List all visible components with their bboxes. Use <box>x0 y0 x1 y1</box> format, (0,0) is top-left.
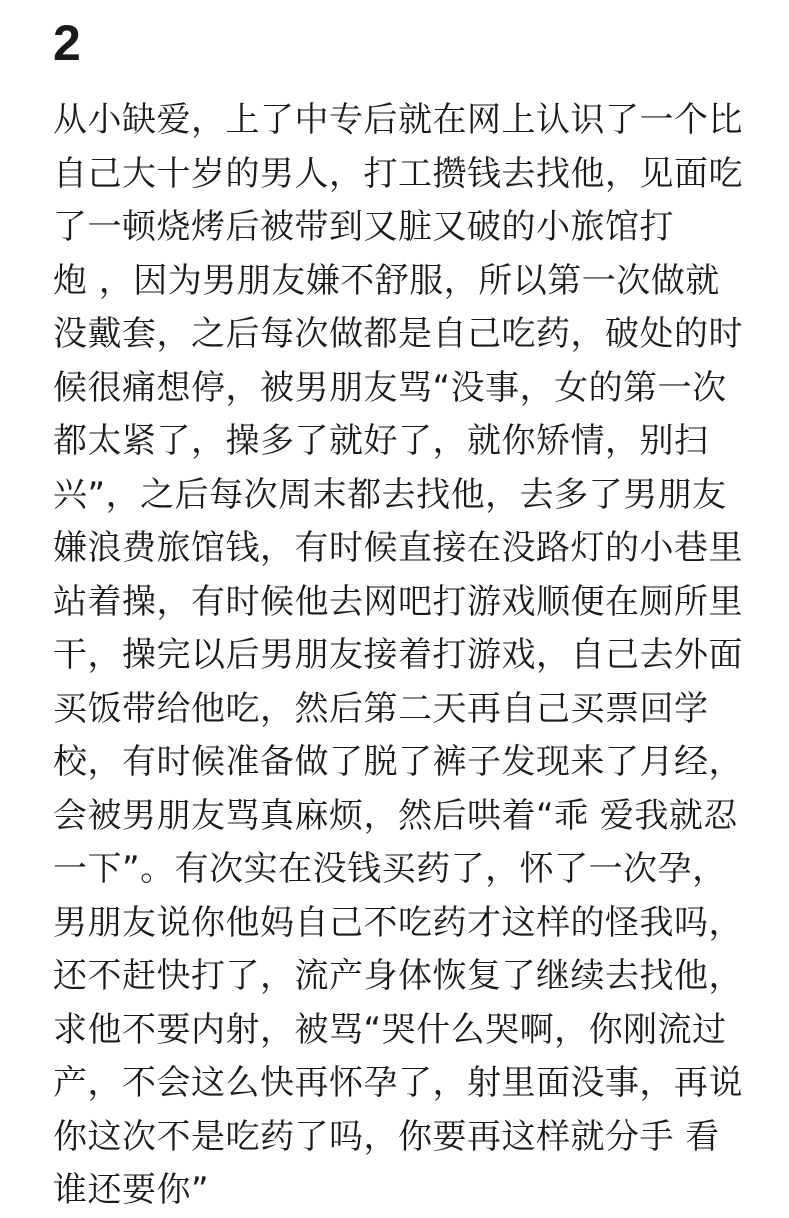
text-line: 还不赶快打了，流产身体恢复了继续去找他， <box>53 956 743 996</box>
text-line: 干，操完以后男朋友接着打游戏，自己去外面 <box>53 635 743 675</box>
text-line: 都太紧了，操多了就好了，就你矫情，别扫 <box>53 421 709 461</box>
text-line: 了一顿烧烤后被带到又脏又破的小旅馆打 <box>53 207 674 247</box>
text-line: 男朋友说你他妈自己不吃药才这样的怪我吗， <box>53 902 743 943</box>
text-line: 谁还要你” <box>53 1170 210 1210</box>
text-line: 站着操，有时候他去网吧打游戏顺便在厕所里 <box>53 581 743 622</box>
text-line: 你这次不是吃药了吗，你要再这样就分手 看 <box>53 1116 720 1157</box>
section-number: 2 <box>53 15 81 71</box>
text-line: 求他不要内射，被骂“哭什么哭啊，你刚流过 <box>53 1009 727 1050</box>
text-line: 没戴套，之后每次做都是自己吃药，破处的时 <box>53 314 743 354</box>
text-line: 校，有时候准备做了脱了裤子发现来了月经， <box>53 742 743 782</box>
text-line: 嫌浪费旅馆钱，有时候直接在没路灯的小巷里 <box>53 528 743 568</box>
text-line: 炮 ，因为男朋友嫌不舒服，所以第一次做就 <box>53 260 720 301</box>
text-line: 会被男朋友骂真麻烦，然后哄着“乖 爱我就忍 <box>53 795 738 836</box>
text-line: 一下”。有次实在没钱买药了，怀了一次孕， <box>53 849 727 889</box>
body-text <box>53 94 749 1218</box>
text-line: 兴”，之后每次周末都去找他，去多了男朋友 <box>53 474 727 515</box>
text-line: 自己大十岁的男人，打工攒钱去找他，见面吃 <box>53 153 743 194</box>
text-line: 候很痛想停，被男朋友骂“没事，女的第一次 <box>53 367 727 408</box>
text-line: 从小缺爱，上了中专后就在网上认识了一个比 <box>53 100 743 140</box>
text-line: 产，不会这么快再怀孕了，射里面没事，再说 <box>53 1063 743 1103</box>
text-line: 买饭带给他吃，然后第二天再自己买票回学 <box>53 688 709 729</box>
